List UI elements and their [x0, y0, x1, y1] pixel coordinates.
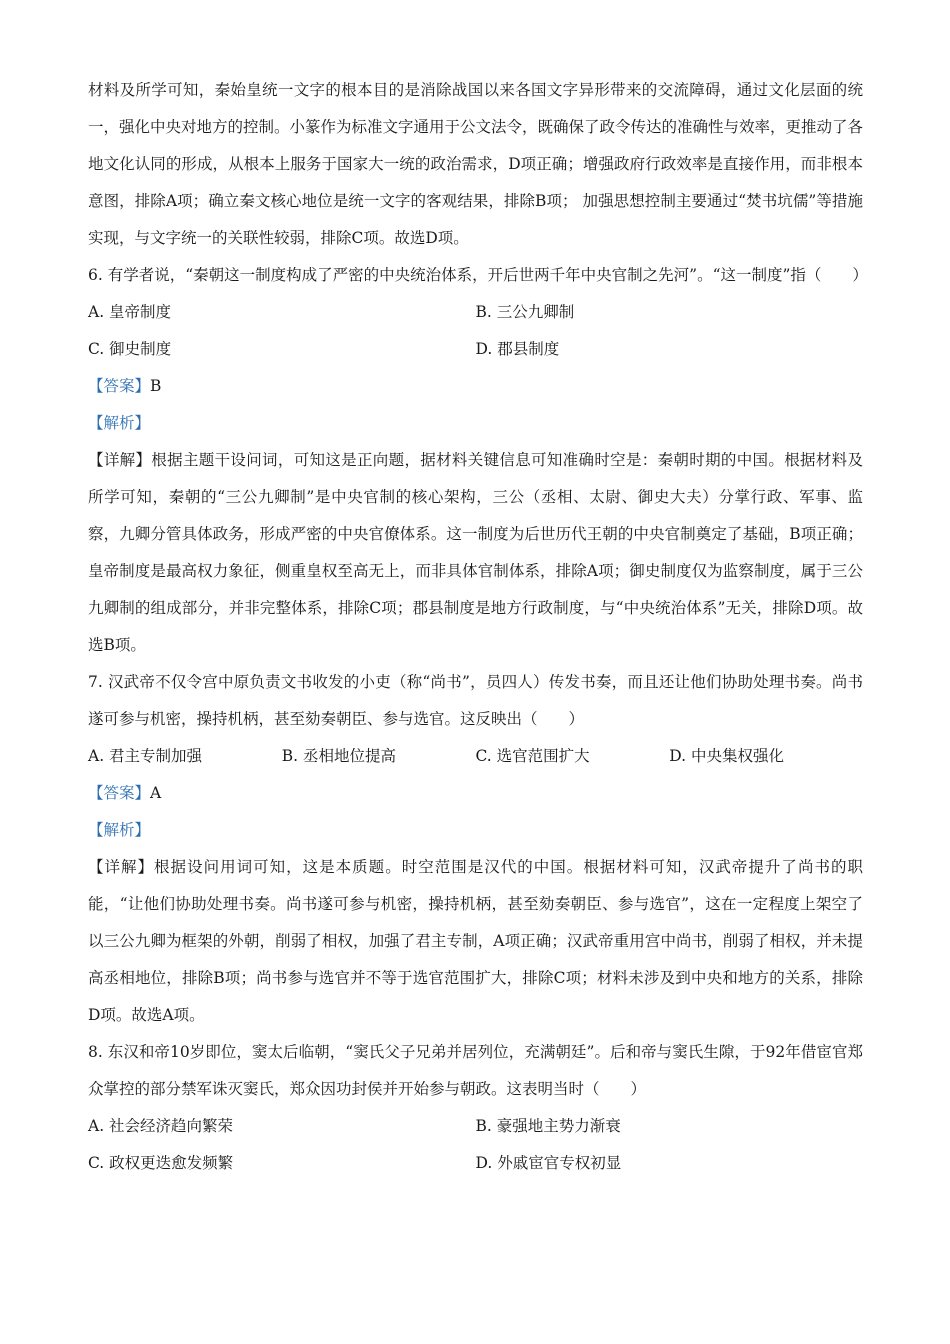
q6-detail-line: [88, 442, 863, 664]
q7-answer-line: [88, 775, 863, 812]
q8-option-c: C. 政权更迭愈发频繁: [88, 1154, 234, 1172]
q7-answer: A: [150, 784, 162, 802]
q7-option-a: A. 君主专制加强: [88, 747, 203, 765]
q8-option-b: B. 豪强地主势力渐衰: [475, 1117, 621, 1135]
intro-paragraph: 材料及所学可知，秦始皇统一文字的根本目的是消除战国以来各国文字异形带来的交流障碍，通过文化层面的统一，强化中央对地方的控制。小篆作为标准文字通用于公文法令，既确保了政令传达的准确性与效率，更推动了各地文化认同的形成，从根本上服务于国家大一统的政治需求，D项正确；增强政府行政效率是直接作用，而非根本意图，排除A项；确立秦文核心地位是统一文字的客观结果，排除B项； 加强思想控制主要通过“焚书坑儒”等措施实现，与文字统一的关联性较弱，排除C项。故选D项。: [88, 81, 864, 247]
q6-detail: 根据主题干设问词，可知这是正向题，据材料关键信息可知准确时空是：秦朝时期的中国。根据材料及所学可知，秦朝的“三公九卿制”是中央官制的核心架构，三公（丞相、太尉、御史大夫）分掌行政、军事、监察，九卿分管具体政务，形成严密的中央官僚体系。这一制度为后世历代王朝的中央官制奠定了基础，B项正确；皇帝制度是最高权力象征，侧重皇权至高无上，而非具体官制体系，排除A项；御史制度仅为监察制度，属于三公九卿制的组成部分，并非完整体系，排除C项；郡县制度是地方行政制度，与“中央统治体系”无关，排除D项。故选B项。: [88, 451, 863, 654]
q6-option-d: D. 郡县制度: [475, 340, 560, 358]
q6-option-b: B. 三公九卿制: [475, 303, 575, 321]
q7-option-b: B. 丞相地位提高: [281, 747, 396, 765]
q6-analysis-tag: 【解析】: [88, 414, 151, 432]
q7-analysis-tag: 【解析】: [88, 821, 151, 839]
q7-detail-tag: 【详解】: [88, 858, 155, 876]
q6-options: [88, 294, 863, 368]
q7-options: [88, 738, 863, 775]
q6-option-a: A. 皇帝制度: [88, 303, 172, 321]
q8-option-d: D. 外戚宦官专权初显: [475, 1154, 622, 1172]
q7-analysis-line: [88, 812, 863, 849]
q6-stem: 6. 有学者说，“秦朝这一制度构成了严密的中央统治体系，开后世两千年中央官制之先河”。“这一制度”指（ ）: [88, 266, 868, 284]
q6-analysis-line: [88, 405, 863, 442]
q7-stem: 7. 汉武帝不仅令宫中原负责文书收发的小吏（称“尚书”，员四人）传发书奏，而且还让他们协助处理书奏。尚书遂可参与机密，操持机柄，甚至劾奏朝臣、参与选官。这反映出（ ）: [88, 673, 863, 728]
q6-detail-tag: 【详解】: [88, 451, 152, 469]
q7-option-c: C. 选官范围扩大: [475, 747, 590, 765]
q7-detail-line: [88, 849, 863, 1034]
q7-answer-tag: 【答案】: [88, 784, 151, 802]
q6-answer: B: [150, 377, 162, 395]
q8-option-a: A. 社会经济趋向繁荣: [88, 1117, 234, 1135]
q6-option-c: C. 御史制度: [88, 340, 172, 358]
q7-option-d: D. 中央集权强化: [669, 747, 784, 765]
q8-stem: 8. 东汉和帝10岁即位，窦太后临朝，“窦氏父子兄弟并居列位，充满朝廷”。后和帝与窦氏生隙，于92年借宦官郑众掌控的部分禁军诛灭窦氏，郑众因功封侯并开始参与朝政。这表明当时（ ）: [88, 1043, 863, 1098]
q7-detail: 根据设问用词可知，这是本质题。时空范围是汉代的中国。根据材料可知，汉武帝提升了尚书的职能，“让他们协助处理书奏。尚书遂可参与机密，操持机柄，甚至劾奏朝臣、参与选官”，这在一定程度上架空了以三公九卿为框架的外朝，削弱了相权，加强了君主专制，A项正确；汉武帝重用宫中尚书，削弱了相权，并未提高丞相地位，排除B项；尚书参与选官并不等于选官范围扩大，排除C项；材料未涉及到中央和地方的关系，排除D项。故选A项。: [88, 858, 863, 1024]
q8-options: [88, 1108, 863, 1182]
q6-answer-line: [88, 368, 863, 405]
document-page: [88, 72, 868, 1182]
q6-answer-tag: 【答案】: [88, 377, 151, 395]
